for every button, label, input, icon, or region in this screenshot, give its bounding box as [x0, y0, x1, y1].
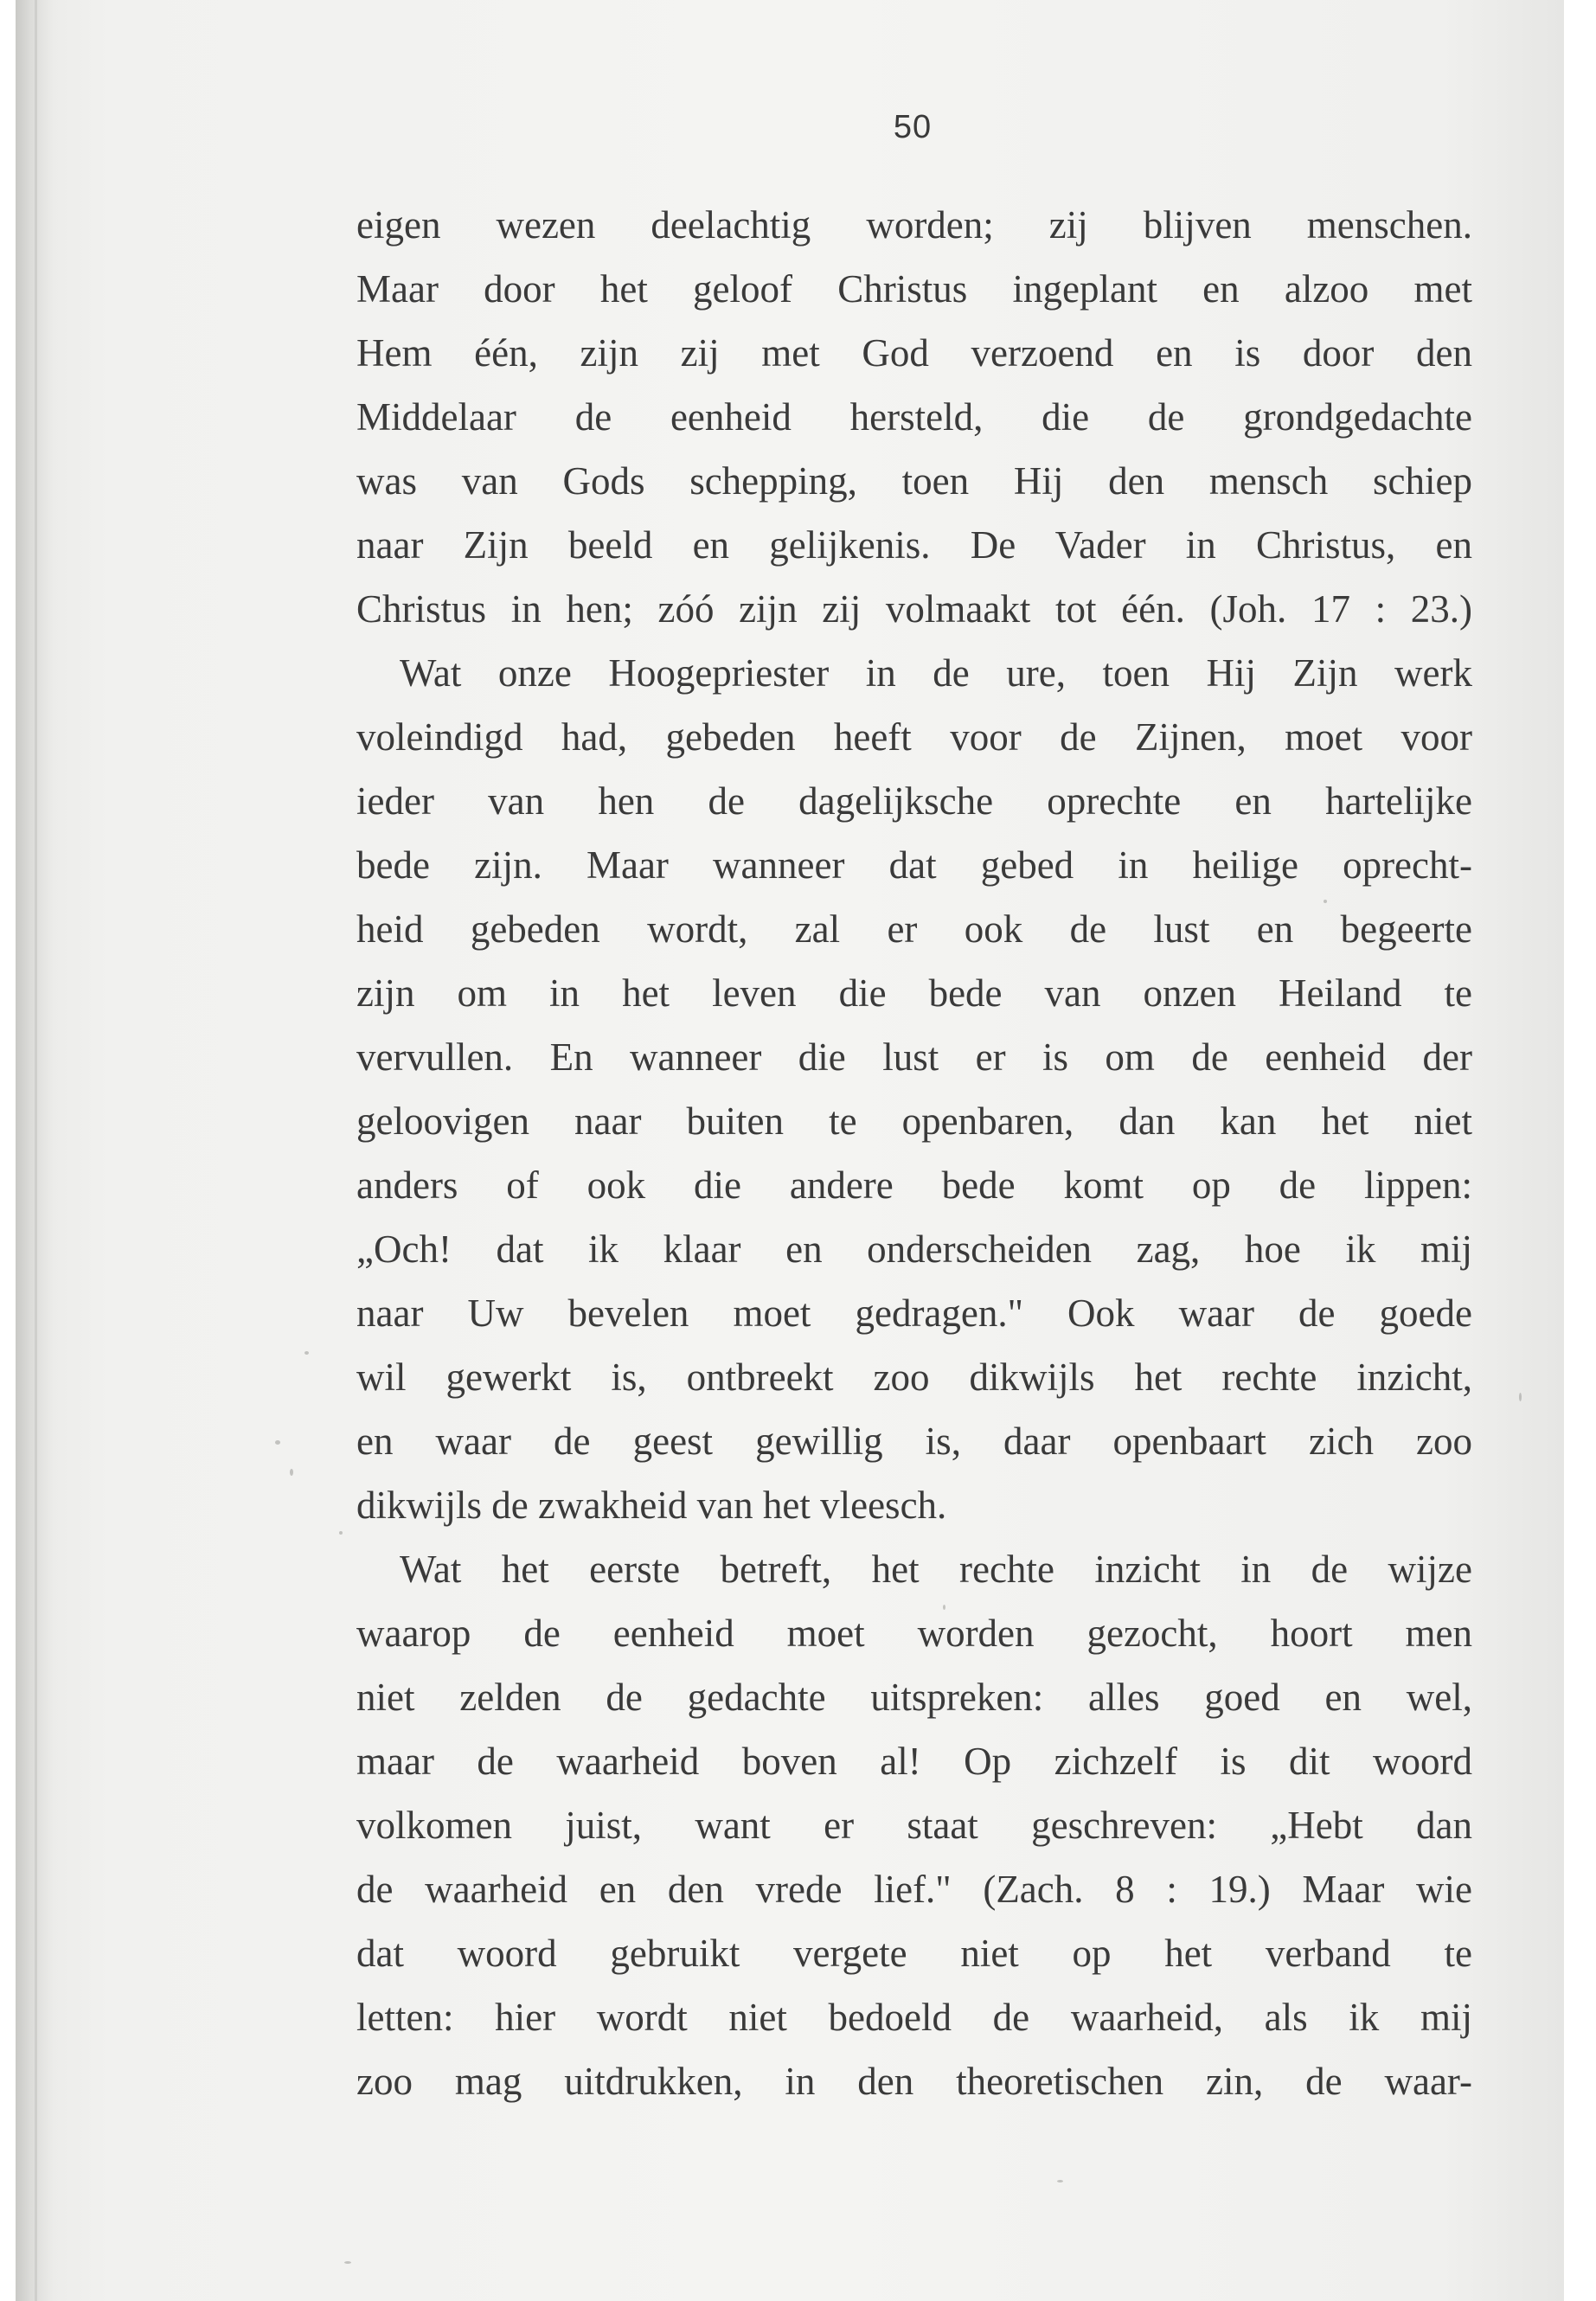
- text-line: volkomen juist, want er staat geschreven: „Hebt dan: [356, 1804, 1472, 1847]
- text-line: wil gewerkt is, ontbreekt zoo dikwijls het rechte inzicht,: [356, 1356, 1472, 1399]
- text-line: niet zelden de gedachte uitspreken: alles goed en wel,: [356, 1676, 1472, 1719]
- text-line: was van Gods schepping, toen Hij den mensch schiep: [356, 459, 1472, 503]
- text-line: de waarheid en den vrede lief." (Zach. 8 : 19.) Maar wie: [356, 1868, 1472, 1911]
- text-line: geloovigen naar buiten te openbaren, dan kan het niet: [356, 1099, 1472, 1143]
- scan-speck: [275, 1440, 280, 1445]
- paragraph-start-line: Wat het eerste betreft, het rechte inzicht in de wijze: [400, 1548, 1472, 1591]
- text-line: naar Zijn beeld en gelijkenis. De Vader in Christus, en: [356, 523, 1472, 567]
- text-line: Maar door het geloof Christus ingeplant en alzoo met: [356, 267, 1472, 311]
- text-line: bede zijn. Maar wanneer dat gebed in heilige oprecht-: [356, 843, 1472, 887]
- text-line: en waar de geest gewillig is, daar openbaart zich zoo: [356, 1420, 1472, 1463]
- scan-speck: [290, 1469, 293, 1476]
- scan-speck: [344, 2261, 351, 2264]
- text-line: Middelaar de eenheid hersteld, die de grondgedachte: [356, 395, 1472, 439]
- scan-speck: [1057, 2180, 1063, 2182]
- text-line: Hem één, zijn zij met God verzoend en is door den: [356, 331, 1472, 375]
- scan-speck: [1324, 900, 1327, 903]
- text-line: zijn om in het leven die bede van onzen Heiland te: [356, 971, 1472, 1015]
- paragraph-start-line: Wat onze Hoogepriester in de ure, toen Hij Zijn werk: [400, 651, 1472, 695]
- text-line: letten: hier wordt niet bedoeld de waarheid, als ik mij: [356, 1996, 1472, 2039]
- text-line: anders of ook die andere bede komt op de lippen:: [356, 1163, 1472, 1207]
- text-line: waarop de eenheid moet worden gezocht, hoort men: [356, 1612, 1472, 1655]
- scan-speck: [1519, 1393, 1522, 1401]
- text-line: ieder van hen de dagelijksche oprechte en hartelijke: [356, 779, 1472, 823]
- scan-speck: [339, 1531, 343, 1535]
- text-line: dat woord gebruikt vergete niet op het verband te: [356, 1932, 1472, 1975]
- text-line: „Och! dat ik klaar en onderscheiden zag, hoe ik mij: [356, 1227, 1472, 1271]
- text-line: vervullen. En wanneer die lust er is om de eenheid der: [356, 1035, 1472, 1079]
- text-line: zoo mag uitdrukken, in den theoretischen zin, de waar-: [356, 2060, 1472, 2103]
- text-line: maar de waarheid boven al! Op zichzelf is dit woord: [356, 1740, 1472, 1783]
- text-line: Christus in hen; zóó zijn zij volmaakt tot één. (Joh. 17 : 23.): [356, 587, 1472, 631]
- paragraph-end-line: dikwijls de zwakheid van het vleesch.: [356, 1484, 947, 1527]
- text-line: heid gebeden wordt, zal er ook de lust en begeerte: [356, 907, 1472, 951]
- text-line: voleindigd had, gebeden heeft voor de Zijnen, moet voor: [356, 715, 1472, 759]
- scan-speck: [304, 1351, 309, 1355]
- gutter-line: [35, 0, 37, 2301]
- text-line: eigen wezen deelachtig worden; zij blijven menschen.: [356, 203, 1472, 247]
- scan-speck: [943, 1605, 945, 1610]
- body-text: [356, 193, 1472, 2113]
- text-line: naar Uw bevelen moet gedragen." Ook waar de goede: [356, 1292, 1472, 1335]
- page-number: 50: [893, 109, 933, 145]
